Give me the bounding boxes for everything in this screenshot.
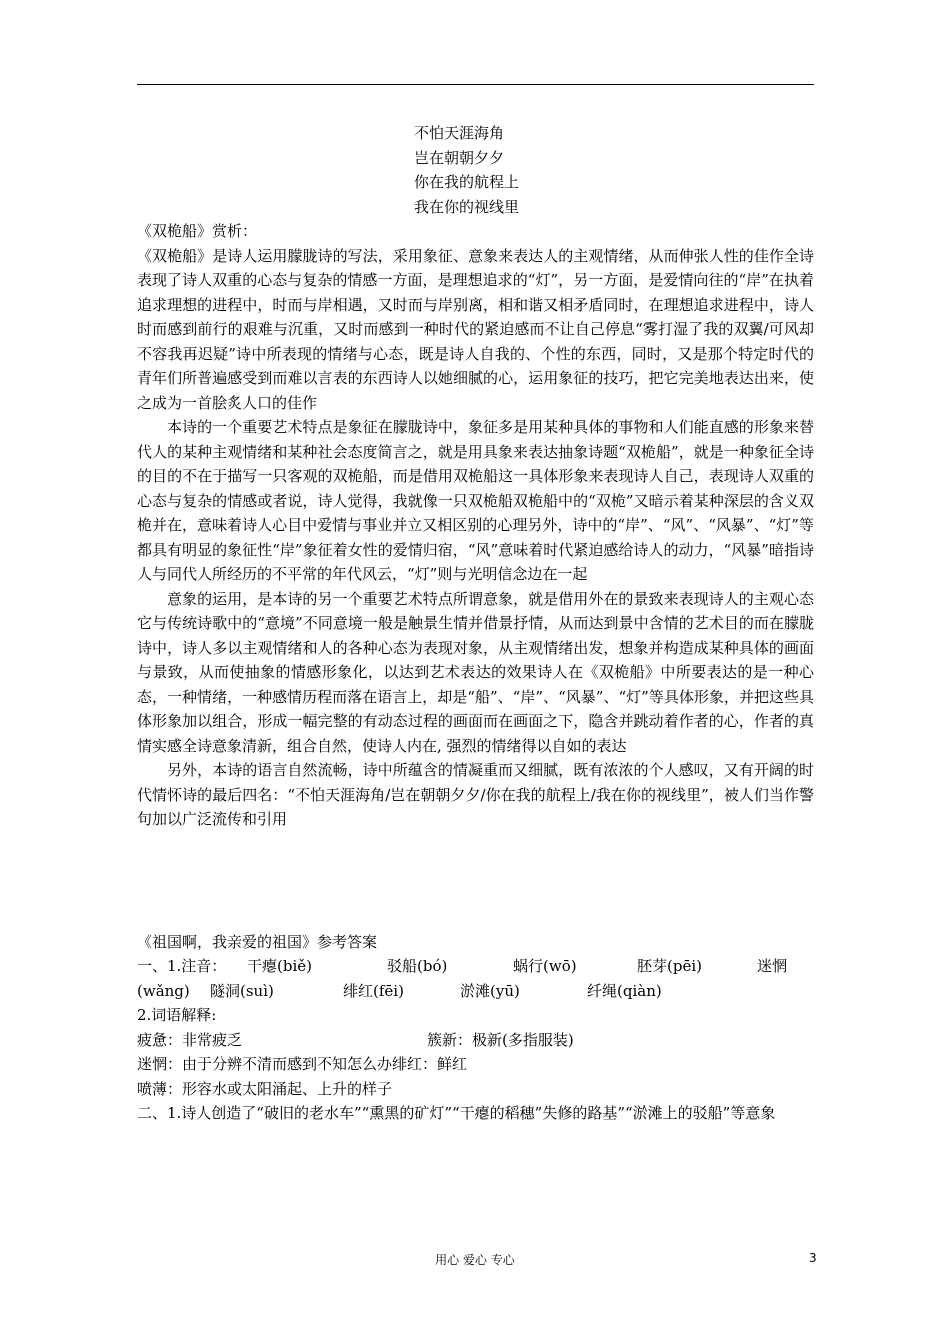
pinyin-item: 纤绳(qiàn) xyxy=(587,981,662,1000)
pinyin-label: 一、1.注音： xyxy=(137,957,227,975)
page-number: 3 xyxy=(809,1251,817,1265)
pinyin-item: 绯红(fēi) xyxy=(343,981,404,1000)
pinyin-item: 淤滩(yū) xyxy=(460,981,520,1000)
poem-line: 你在我的航程上 xyxy=(414,173,520,191)
question-2-1-answer: 二、1.诗人创造了“破旧的老水车”“熏黑的矿灯”“干瘪的稻穗”失修的路基”“淤滩上的驳船”等意象 xyxy=(137,1104,776,1122)
vocab-row-1 xyxy=(137,1028,814,1053)
poem-stanza xyxy=(137,121,814,219)
analysis-paragraph-3: 意象的运用，是本诗的另一个重要艺术特点所谓意象，就是借用外在的景致来表现诗人的主观心态它与传统诗歌中的“意境”不同意境一般是触景生情并借景抒情，从而达到景中含情的艺术目的而在朦胧诗中，诗人多以主观情绪和人的各种心态为表现对象，从主观情绪出发，想象并构造成某种具体的画面与景致，从而使抽象的情感形象化，以达到艺术表达的效果诗人在《双桅船》中所要表达的是一种心态，一种情绪，一种感情历程而落在语言上，却是“船”、“岸”、“风暴”、“灯”等具体形象，并把这些具体形象加以组合，形成一幅完整的有动态过程的画面而在画面之下，隐含并跳动着作者的心，作者的真情实感全诗意象清新，组合自然，使诗人内在, 强烈的情绪得以自如的表达 xyxy=(137,589,814,755)
vocab-entry: 迷惘：由于分辨不清而感到不知怎么办绯红：鲜红 xyxy=(137,1055,468,1073)
analysis-paragraph-4: 另外，本诗的语言自然流畅，诗中所蕴含的情凝重而又细腻，既有浓浓的个人感叹，又有开阔的时代情怀诗的最后四名：“不怕天涯海角/岂在朝朝夕夕/你在我的航程上/我在你的视线里”，被人们当作警句加以广泛流传和引用 xyxy=(137,761,814,828)
analysis-paragraph-2: 本诗的一个重要艺术特点是象征在朦胧诗中，象征多是用某种具体的事物和人们能直感的形象来替代人的某种主观情绪和某种社会态度简言之，就是用具象来表达抽象诗题“双桅船”，就是一种象征全诗的目的不在于描写一只客观的双桅船，而是借用双桅船这一具体形象来表现诗人自己，表现诗人双重的心态与复杂的情感或者说，诗人觉得，我就像一只双桅船双桅船中的“双桅”又暗示着某种深层的含义双桅并在，意味着诗人心目中爱情与事业并立又相区别的心理另外，诗中的“岸”、“风”、“风暴”、“灯”等都具有明显的象征性“岸”象征着女性的爱情归宿，“风”意味着时代紧迫感给诗人的动力，“风暴”暗指诗人与同代人所经历的不平常的年代风云，“灯”则与光明信念边在一起 xyxy=(137,418,814,583)
vocab-entry: 喷薄：形容水或太阳涌起、上升的样子 xyxy=(137,1079,393,1098)
pinyin-item: 蜗行(wō) xyxy=(513,957,577,975)
poem-line: 我在你的视线里 xyxy=(414,197,520,216)
pinyin-item: 胚芽(pēi) xyxy=(637,957,702,975)
pinyin-row-2 xyxy=(137,979,814,1004)
pinyin-item: (wǎng) xyxy=(137,981,190,1000)
vocab-label: 2.词语解释: xyxy=(137,1006,217,1024)
analysis-heading: 《双桅船》赏析： xyxy=(137,222,258,240)
page-content xyxy=(137,121,814,1126)
section-gap xyxy=(137,832,814,930)
pinyin-row-1 xyxy=(137,954,814,979)
analysis-paragraph-1: 《双桅船》是诗人运用朦胧诗的写法，采用象征、意象来表达人的主观情绪，从而伸张人性的佳作全诗表现了诗人双重的心态与复杂的情感一方面，是理想追求的“灯”，另一方面，是爱情向往的“岸”在执着追求理想的进程中，时而与岸相遇，又时而与岸别离，相和谐又相矛盾同时，在理想追求进程中，诗人时而感到前行的艰难与沉重，又时而感到一种时代的紧迫感而不让自己停息“雾打湿了我的双翼/可风却不容我再迟疑”诗中所表现的情绪与心态，既是诗人自我的、个性的东西，同时，又是那个特定时代的青年们所普遍感受到而难以言表的东西诗人以她细腻的心，运用象征的技巧，把它完美地表达出来，使之成为一首脍炙人口的佳作 xyxy=(137,246,814,412)
header-rule xyxy=(137,84,814,85)
poem-line: 不怕天涯海角 xyxy=(414,124,505,142)
pinyin-item: 干瘪(biě) xyxy=(247,957,312,975)
vocab-entry: 簇新：极新(多指服装) xyxy=(427,1030,574,1049)
answers-title: 《祖国啊，我亲爱的祖国》参考答案 xyxy=(137,932,378,951)
footer-motto: 用心 爱心 专心 xyxy=(435,1253,515,1267)
pinyin-item: 隧洞(suì) xyxy=(210,981,274,1000)
pinyin-item: 驳船(bó) xyxy=(387,957,448,975)
pinyin-item: 迷惘 xyxy=(757,957,788,975)
vocab-entry: 疲惫：非常疲乏 xyxy=(137,1030,243,1049)
poem-line: 岂在朝朝夕夕 xyxy=(414,148,505,167)
